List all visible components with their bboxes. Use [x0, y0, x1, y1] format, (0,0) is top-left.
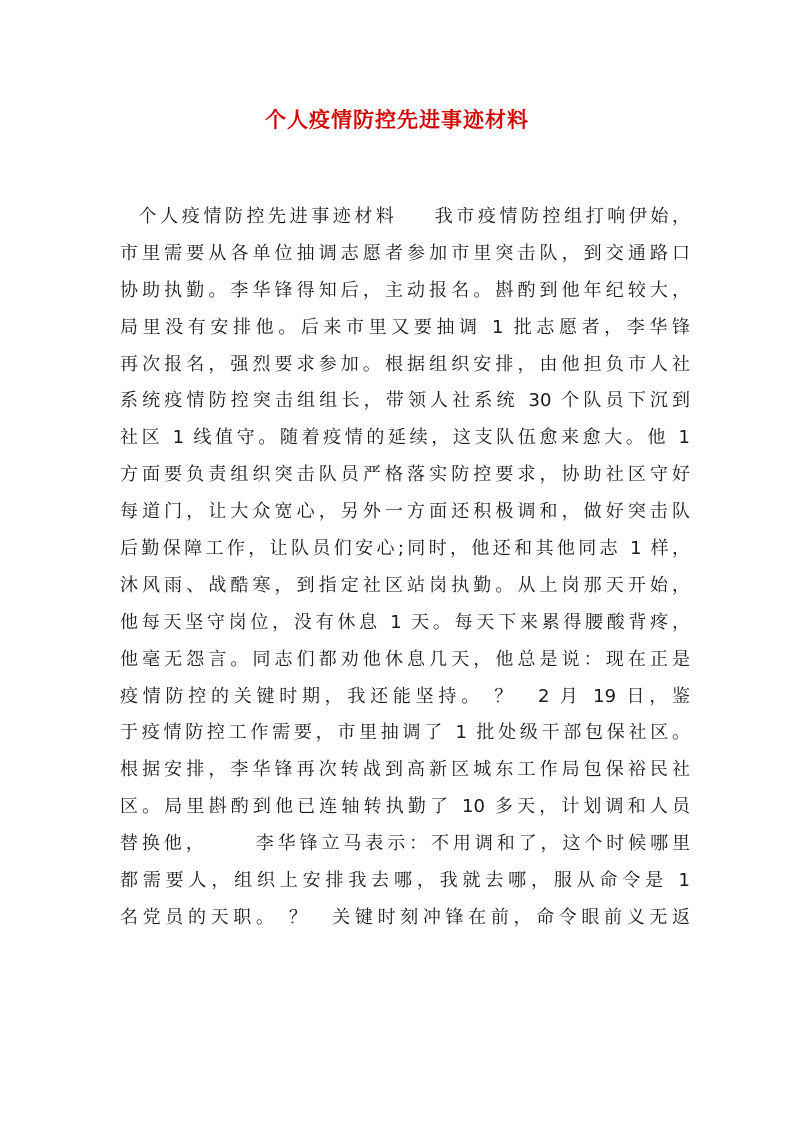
body-text-line: 协助执勤。李华锋得知后，主动报名。斟酌到他年纪较大，: [120, 279, 690, 301]
body-text-line: 于疫情防控工作需要，市里抽调了 1 批处级干部包保社区。: [120, 722, 690, 744]
body-text-line: 局里没有安排他。后来市里又要抽调 1 批志愿者，李华锋: [120, 316, 690, 338]
body-text-line: 社区 1 线值守。随着疫情的延续，这支队伍愈来愈大。他 1: [120, 427, 690, 449]
body-text-line: 市里需要从各单位抽调志愿者参加市里突击队，到交通路口: [120, 242, 690, 264]
body-text-line: 个人疫情防控先进事迹材料 我市疫情防控组打响伊始，: [120, 206, 690, 227]
body-text-line: 他毫无怨言。同志们都劝他休息几天，他总是说：现在正是: [120, 648, 690, 670]
body-text-line: 他每天坚守岗位，没有休息 1 天。每天下来累得腰酸背疼，: [120, 611, 690, 633]
body-text-line: 再次报名，强烈要求参加。根据组织安排，由他担负市人社: [120, 353, 690, 375]
document-title: 个人疫情防控先进事迹材料: [265, 107, 529, 132]
body-text-line: 后勤保障工作，让队员们安心;同时，他还和其他同志 1 样，: [120, 538, 690, 560]
body-text-line: 名党员的天职。 ？ 关键时刻冲锋在前，命令眼前义无返: [120, 906, 690, 928]
body-text-line: 区。局里斟酌到他已连轴转执勤了 10 多天，计划调和人员: [120, 796, 690, 818]
body-text-line: 方面要负责组织突击队员严格落实防控要求，协助社区守好: [120, 464, 690, 486]
body-text-line: 每道门，让大众宽心，另外一方面还积极调和，做好突击队: [120, 501, 690, 523]
document-body: [120, 199, 690, 937]
body-text-line: 都需要人，组织上安排我去哪，我就去哪，服从命令是 1: [120, 870, 690, 892]
body-text-line: 沐风雨、战酷寒，到指定社区站岗执勤。从上岗那天开始，: [120, 574, 690, 596]
body-text-line: 根据安排，李华锋再次转战到高新区城东工作局包保裕民社: [120, 759, 690, 781]
body-text-line: 系统疫情防控突击组组长，带领人社系统 30 个队员下沉到: [120, 390, 690, 412]
body-text-line: 替换他， 李华锋立马表示：不用调和了，这个时候哪里: [120, 833, 690, 855]
body-text-line: 疫情防控的关键时期，我还能坚持。 ？ 2 月 19 日，鉴: [120, 685, 690, 707]
